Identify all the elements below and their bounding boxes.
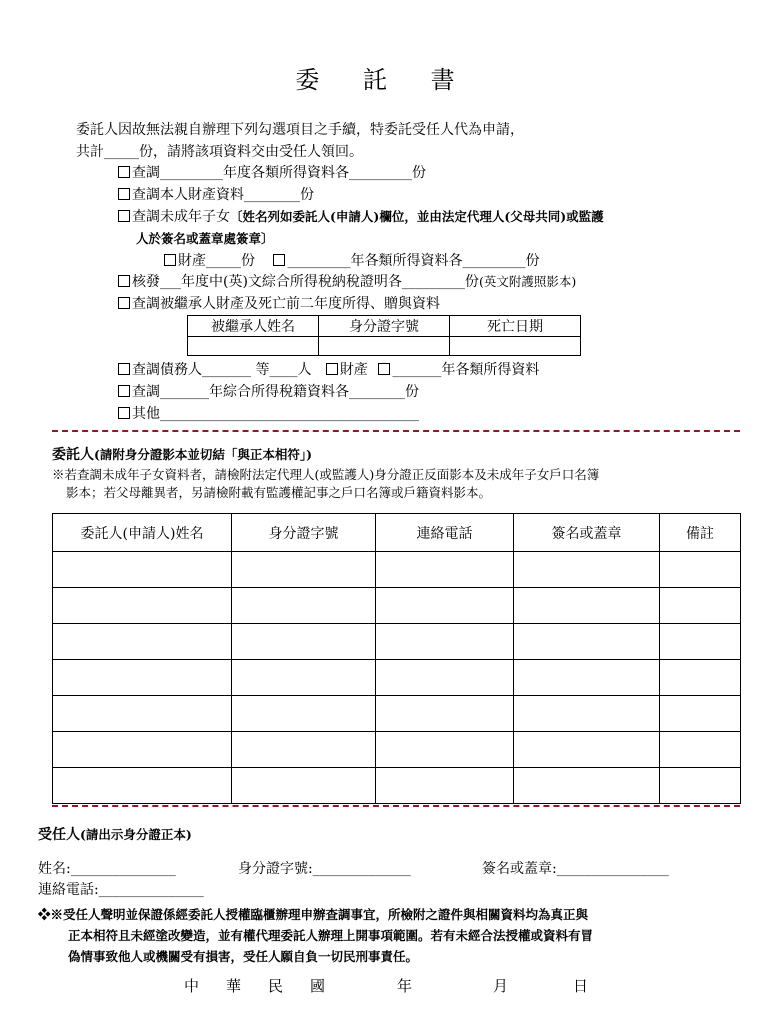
cell[interactable] — [514, 696, 660, 732]
cell[interactable] — [660, 768, 741, 804]
cell[interactable] — [232, 696, 376, 732]
date-day: 日 — [573, 977, 589, 995]
heir-date-cell[interactable] — [450, 337, 581, 356]
cell[interactable] — [660, 696, 741, 732]
intro-line-2: 共計_____份，請將該項資料交由受任人領回。 — [76, 144, 363, 160]
cell[interactable] — [514, 624, 660, 660]
document-title: 委 託 書 — [295, 66, 473, 94]
cell[interactable] — [376, 588, 514, 624]
item-tax-records — [118, 383, 419, 401]
item-debtor — [118, 361, 539, 379]
item-heir-label: 查調被繼承人財產及死亡前二年度所得、贈與資料 — [132, 296, 440, 312]
principal-heading — [52, 446, 312, 464]
agent-phone-field[interactable]: 連絡電話:_______________ — [38, 882, 204, 898]
item-debtor-label: 查調債務人_______ 等____人 — [132, 362, 312, 378]
cell[interactable] — [232, 552, 376, 588]
col-id: 身分證字號 — [232, 514, 376, 552]
cell[interactable] — [660, 552, 741, 588]
minor-property-label: 財產_____份 — [178, 253, 255, 269]
debtor-property-checkbox[interactable] — [326, 363, 338, 375]
tax-records-checkbox[interactable] — [118, 385, 130, 397]
cell[interactable] — [660, 660, 741, 696]
principal-heading-note: (請附身分證影本並切結「與正本相符」) — [94, 447, 313, 462]
declaration-line-2: 正本相符且未經塗改變造，並有權代理委託人辦理上開事項範圍。若有未經合法授權或資料有冒 — [68, 928, 594, 943]
divider-2 — [52, 805, 740, 807]
property-checkbox[interactable] — [118, 188, 130, 200]
item-heir — [118, 295, 440, 313]
cell[interactable] — [53, 552, 232, 588]
cell[interactable] — [376, 696, 514, 732]
principal-note-1: ※若查調未成年子女資料者，請檢附法定代理人(或監護人)身分證正反面影本及未成年子女戶口名簿 — [52, 467, 600, 482]
cell[interactable] — [232, 732, 376, 768]
heir-header-name: 被繼承人姓名 — [188, 316, 319, 337]
cell[interactable] — [376, 732, 514, 768]
divider-1 — [52, 430, 740, 432]
principal-note-2: 影本；若父母離異者，另請檢附載有監護權記事之戶口名簿或戶籍資料影本。 — [66, 485, 492, 500]
item-income — [118, 164, 426, 182]
table-row — [53, 588, 741, 624]
declaration-line-3: 偽情事致他人或機關受有損害，受任人願自負一切民刑事責任。 — [68, 949, 419, 964]
table-row — [53, 696, 741, 732]
item-other-label: 其他_____________________________________ — [132, 406, 419, 422]
cell[interactable] — [514, 768, 660, 804]
item-other — [118, 405, 419, 423]
intro-line-1: 委託人因故無法親自辦理下列勾選項目之手續，特委託受任人代為申請， — [76, 122, 524, 138]
minor-checkbox[interactable] — [118, 210, 130, 222]
heir-table — [187, 315, 581, 356]
item-property-label: 查調本人財產資料________份 — [132, 187, 314, 203]
cell[interactable] — [514, 588, 660, 624]
item-property — [118, 186, 314, 204]
heir-header-date: 死亡日期 — [450, 316, 581, 337]
item-tax-cert — [118, 273, 576, 291]
cell[interactable] — [232, 624, 376, 660]
cell[interactable] — [660, 588, 741, 624]
cell[interactable] — [376, 552, 514, 588]
cell[interactable] — [376, 768, 514, 804]
debtor-checkbox[interactable] — [118, 363, 130, 375]
other-checkbox[interactable] — [118, 407, 130, 419]
principal-table — [52, 513, 741, 804]
cell[interactable] — [232, 768, 376, 804]
principal-title: 委託人 — [52, 447, 94, 463]
item-minor-label: 查調未成年子女 — [132, 209, 230, 225]
date-year: 年 — [397, 977, 413, 995]
cell[interactable] — [660, 624, 741, 660]
minor-income-label: _________年各類所得資料各_________份 — [287, 253, 540, 269]
debtor-income-checkbox[interactable] — [378, 363, 390, 375]
cell[interactable] — [53, 660, 232, 696]
item-tax-records-label: 查調_______年綜合所得稅籍資料各________份 — [132, 384, 419, 400]
cell[interactable] — [232, 660, 376, 696]
heir-name-cell[interactable] — [188, 337, 319, 356]
item-income-label: 查調_________年度各類所得資料各_________份 — [132, 165, 426, 181]
cell[interactable] — [53, 768, 232, 804]
minor-note-cont: 人於簽名或蓋章處簽章〕 — [136, 231, 274, 246]
table-row — [53, 660, 741, 696]
col-phone: 連絡電話 — [376, 514, 514, 552]
cell[interactable] — [53, 588, 232, 624]
heir-id-cell[interactable] — [319, 337, 450, 356]
agent-sign-field[interactable]: 簽名或蓋章:________________ — [482, 861, 669, 877]
item-minor — [118, 208, 604, 226]
debtor-income-label: _______年各類所得資料 — [392, 362, 540, 378]
table-row — [53, 624, 741, 660]
minor-note: 〔姓名列如委託人(申請人)欄位，並由法定代理人(父母共同)或監護 — [230, 209, 604, 224]
income-checkbox[interactable] — [118, 166, 130, 178]
cell[interactable] — [232, 588, 376, 624]
item-tax-cert-label: 核發___年度中(英)文綜合所得稅納稅證明各_________份 — [132, 274, 479, 290]
agent-name-field[interactable]: 姓名:_______________ — [38, 861, 176, 877]
col-sign: 簽名或蓋章 — [514, 514, 660, 552]
agent-title: 受任人 — [38, 827, 80, 843]
cell[interactable] — [376, 660, 514, 696]
table-row — [53, 552, 741, 588]
cell[interactable] — [53, 696, 232, 732]
cell[interactable] — [514, 732, 660, 768]
agent-id-field[interactable]: 身分證字號:______________ — [238, 861, 411, 877]
agent-heading-note: (請出示身分證正本) — [80, 827, 192, 842]
cell[interactable] — [376, 624, 514, 660]
tax-cert-checkbox[interactable] — [118, 275, 130, 287]
minor-income-checkbox[interactable] — [273, 254, 285, 266]
minor-property-checkbox[interactable] — [164, 254, 176, 266]
date-roc: 中 華 民 國 — [184, 977, 332, 995]
date-month: 月 — [493, 977, 509, 995]
cell[interactable] — [53, 732, 232, 768]
declaration-line-1: ❖※受任人聲明並保證係經委託人授權臨櫃辦理申辦查調事宜，所檢附之證件與相關資料均為真正與 — [38, 907, 589, 922]
cell[interactable] — [514, 660, 660, 696]
table-row — [53, 732, 741, 768]
cell[interactable] — [660, 732, 741, 768]
col-name: 委託人(申請人)姓名 — [53, 514, 232, 552]
cell[interactable] — [514, 552, 660, 588]
debtor-property-label: 財產 — [339, 362, 368, 378]
agent-heading — [38, 826, 192, 844]
heir-header-id: 身分證字號 — [319, 316, 450, 337]
minor-sub-items — [164, 252, 539, 270]
cell[interactable] — [53, 624, 232, 660]
tax-cert-note: (英文附護照影本) — [478, 274, 577, 289]
heir-checkbox[interactable] — [118, 297, 130, 309]
table-row — [53, 768, 741, 804]
col-remark: 備註 — [660, 514, 741, 552]
